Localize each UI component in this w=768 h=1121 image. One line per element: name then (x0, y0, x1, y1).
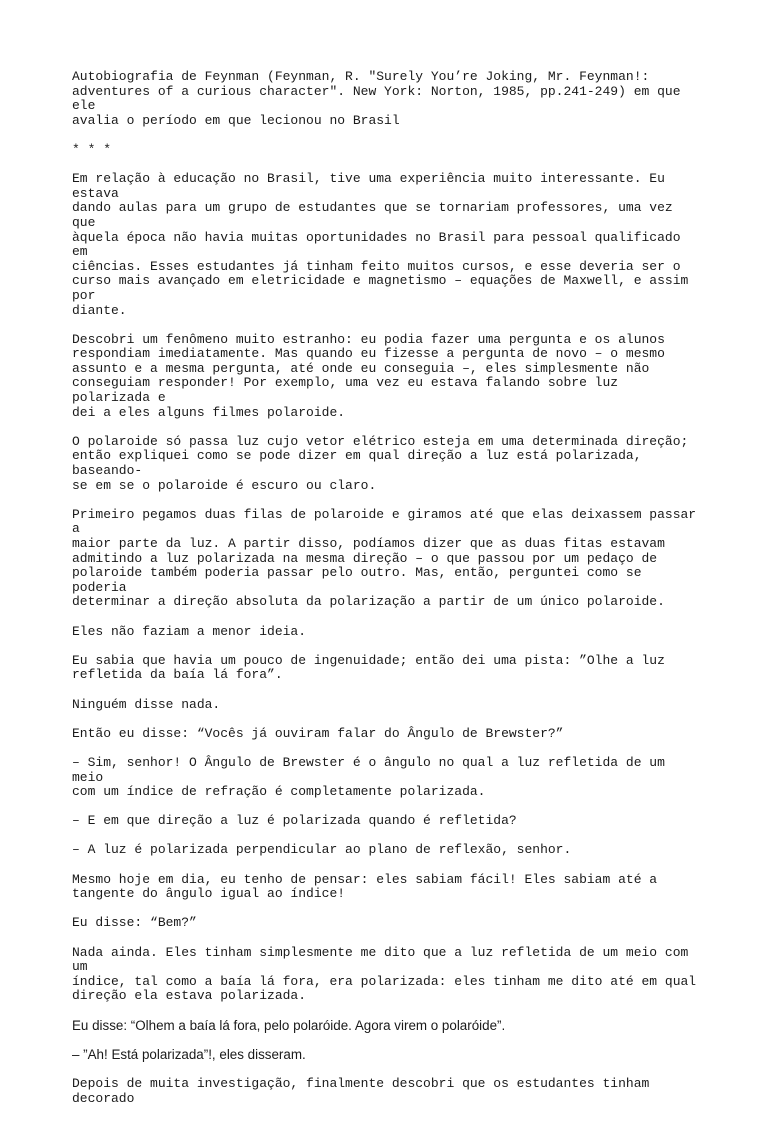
paragraph: Eu disse: “Bem?” (72, 915, 197, 931)
section-separator: * * * (72, 141, 112, 157)
paragraph: – Sim, senhor! O Ângulo de Brewster é o ângulo no qual a luz refletida de um meio com um índice de refração é completamente polarizada. (72, 754, 665, 800)
paragraph: Eu disse: “Olhem a baía lá fora, pelo polaróide. Agora virem o polaróide”. (72, 1017, 506, 1033)
paragraph: – ”Ah! Está polarizada”!, eles disseram. (72, 1046, 306, 1062)
paragraph: – E em que direção a luz é polarizada quando é refletida? (72, 813, 517, 829)
paragraph: Ninguém disse nada. (72, 696, 221, 712)
paragraph: Eles não faziam a menor ideia. (72, 623, 307, 639)
paragraph: Então eu disse: “Vocês já ouviram falar do Ângulo de Brewster?” (72, 725, 564, 741)
paragraph: Eu sabia que havia um pouco de ingenuidade; então dei uma pista: ”Olhe a luz refletida da baía lá fora”. (72, 652, 665, 683)
paragraph: Primeiro pegamos duas filas de polaroide e giramos até que elas deixassem passar a maior parte da luz. A partir disso, podíamos dizer que as duas fitas estavam admitindo a luz polarizada na mesma direção – o que passou por um pedaço de polaroide também poderia passar pelo outro. Mas, então, perguntei como se poderia determinar a direção absoluta da polarização a partir de um único polaroide. (72, 506, 697, 610)
paragraph-header: Autobiografia de Feynman (Feynman, R. "Surely You’re Joking, Mr. Feynman!: adventures of a curious character". New York: Norton, 1985, pp.241-249) em que ele avalia o período em que lecionou no Brasil (72, 69, 681, 128)
paragraph: Em relação à educação no Brasil, tive uma experiência muito interessante. Eu estava dando aulas para um grupo de estudantes que se tornariam professores, uma vez que àquela época não havia muitas oportunidades no Brasil para pessoal qualificado em ciências. Esses estudantes já tinham feito muitos cursos, e esse deveria ser o curso mais avançado em eletricidade e magnetismo – equações de Maxwell, e assim por diante. (72, 171, 689, 318)
paragraph: Descobri um fenômeno muito estranho: eu podia fazer uma pergunta e os alunos respondiam imediatamente. Mas quando eu fizesse a pergunta de novo – o mesmo assunto e a mesma pergunta, até onde eu conseguia –, eles simplesmente não conseguiam responder! Por exemplo, uma vez eu estava falando sobre luz polarizada e dei a eles alguns filmes polaroide. (72, 331, 665, 420)
paragraph: Nada ainda. Eles tinham simplesmente me dito que a luz refletida de um meio com um índice, tal como a baía lá fora, era polarizada: eles tinham me dito até em qual direção ela estava polarizada. (72, 944, 697, 1004)
document-page (72, 70, 702, 1121)
paragraph: O polaroide só passa luz cujo vetor elétrico esteja em uma determinada direção; então expliquei como se pode dizer em qual direção a luz está polarizada, baseando- se em se o polaroide é escuro ou claro. (72, 433, 689, 493)
paragraph: Depois de muita investigação, finalmente descobri que os estudantes tinham decorado (72, 1075, 650, 1106)
paragraph: – A luz é polarizada perpendicular ao plano de reflexão, senhor. (72, 842, 572, 858)
paragraph: Mesmo hoje em dia, eu tenho de pensar: eles sabiam fácil! Eles sabiam até a tangente do ângulo igual ao índice! (72, 871, 658, 902)
